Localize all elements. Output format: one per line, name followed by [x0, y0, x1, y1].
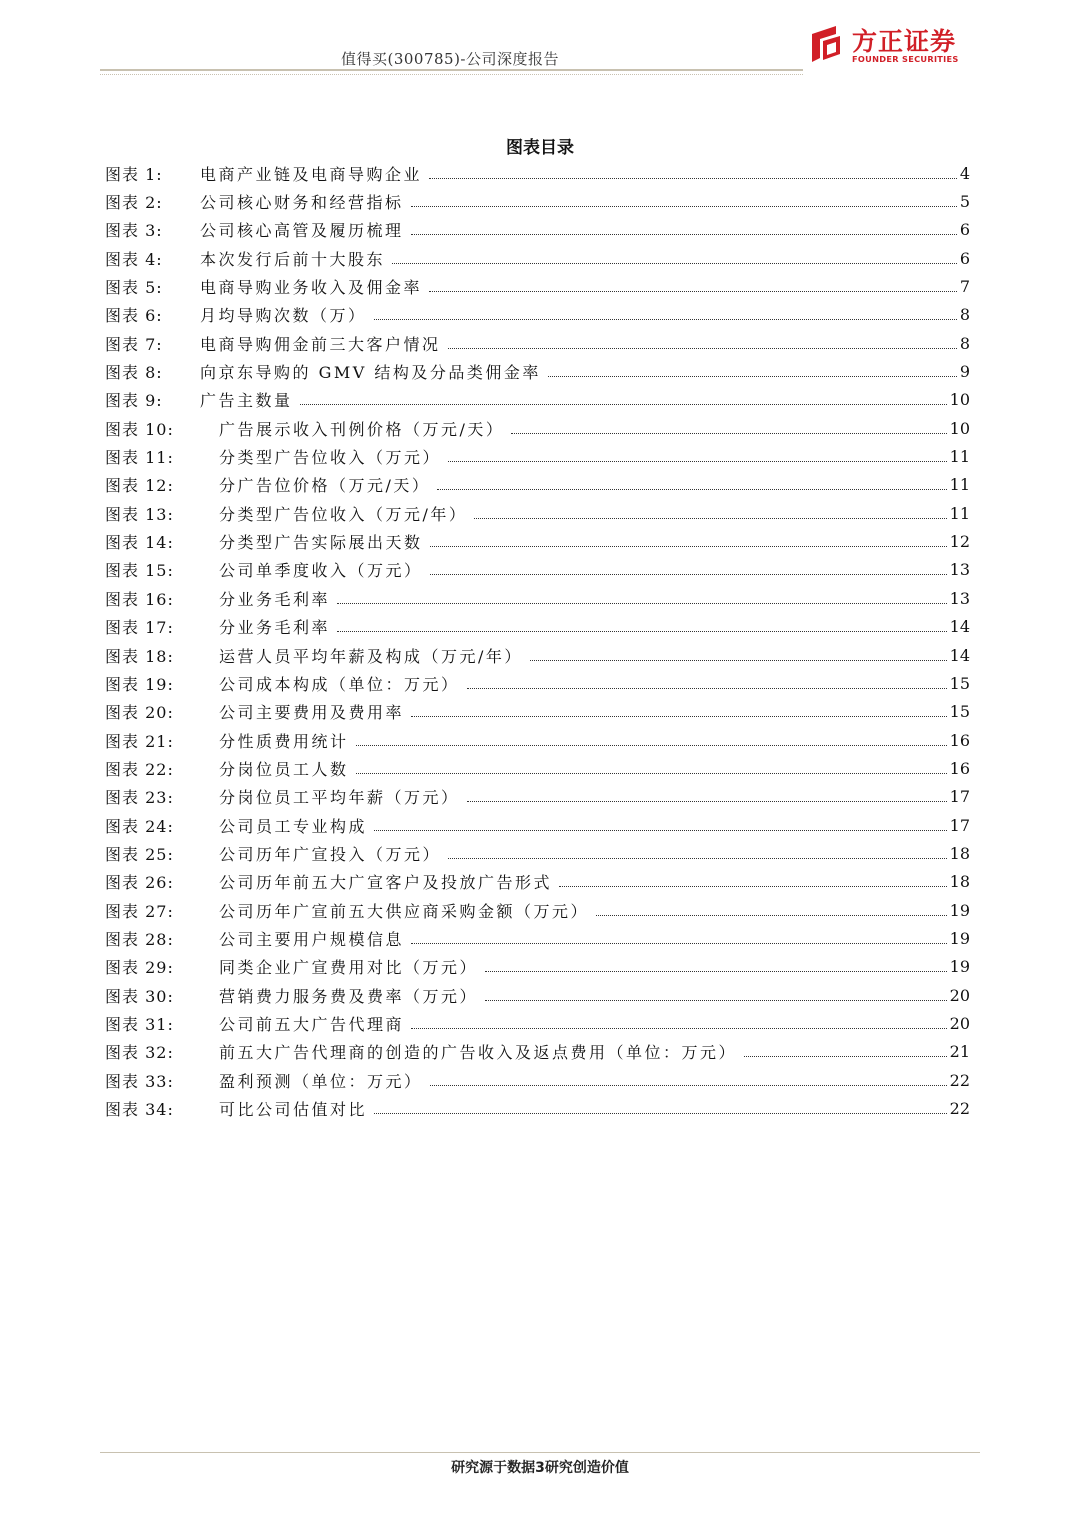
toc-entry[interactable] [105, 1094, 970, 1122]
toc-entry-label: 图表 6: [105, 306, 163, 326]
toc-entry[interactable] [105, 896, 970, 924]
toc-entry-label: 图表 24: [105, 816, 174, 836]
toc-entry-page: 14 [949, 617, 970, 637]
founder-securities-logo [806, 24, 966, 68]
toc-entry-leader [474, 518, 946, 519]
toc-entry-title: 公司核心财务和经营指标 [200, 193, 404, 213]
toc-entry-title: 公司主要费用及费用率 [219, 703, 405, 723]
toc-entry-leader [429, 178, 957, 179]
toc-entry-label: 图表 18: [105, 646, 174, 666]
toc-entry-leader [337, 603, 947, 604]
founder-logo-icon [806, 24, 846, 64]
toc-entry-leader [411, 943, 947, 944]
toc-entry[interactable] [105, 584, 970, 612]
toc-entry-page: 8 [959, 333, 970, 353]
toc-entry-label: 图表 13: [105, 504, 174, 524]
toc-entry[interactable] [105, 414, 970, 442]
toc-entry-page: 16 [949, 758, 970, 778]
toc-entry-leader [511, 433, 946, 434]
header-rule-dotted [100, 74, 803, 75]
toc-entry-leader [356, 773, 947, 774]
toc-entry-title: 分类型广告位收入（万元） [219, 448, 442, 468]
toc-entry[interactable] [105, 272, 970, 300]
toc-entry[interactable] [105, 329, 970, 357]
toc-entry-title: 电商产业链及电商导购企业 [200, 164, 423, 184]
toc-entry-label: 图表 26: [105, 873, 174, 893]
toc-entry-title: 电商导购业务收入及佣金率 [200, 278, 423, 298]
toc-entry-title: 公司成本构成（单位：万元） [219, 674, 460, 694]
toc-title: 图表目录 [506, 138, 574, 158]
toc-entry-label: 图表 12: [105, 476, 174, 496]
toc-entry[interactable] [105, 783, 970, 811]
toc-entry-leader [411, 1028, 947, 1029]
toc-entry-page: 13 [949, 588, 970, 608]
toc-entry-page: 17 [949, 815, 970, 835]
toc-entry-leader [430, 546, 947, 547]
toc-entry-page: 20 [949, 985, 970, 1005]
toc-entry[interactable] [105, 811, 970, 839]
toc-entry-label: 图表 16: [105, 589, 174, 609]
toc-entry-label: 图表 15: [105, 561, 174, 581]
toc-entry-leader [448, 858, 947, 859]
toc-entry-leader [411, 234, 957, 235]
toc-entry-leader [448, 461, 947, 462]
toc-entry-page: 14 [949, 645, 970, 665]
toc-entry-title: 公司主要用户规模信息 [219, 929, 405, 949]
toc-entry-title: 广告主数量 [200, 391, 293, 411]
toc-entry-leader [411, 206, 957, 207]
toc-entry-page: 20 [949, 1013, 970, 1033]
toc-entry-page: 4 [959, 163, 970, 183]
toc-entry-page: 9 [959, 362, 970, 382]
toc-entry[interactable] [105, 442, 970, 470]
toc-entry-page: 11 [949, 447, 970, 467]
toc-entry[interactable] [105, 386, 970, 414]
toc-entry-label: 图表 22: [105, 759, 174, 779]
toc-entry-label: 图表 23: [105, 788, 174, 808]
toc-entry-leader [374, 319, 957, 320]
toc-entry[interactable] [105, 244, 970, 272]
toc-entry-title: 公司历年广宣投入（万元） [219, 844, 442, 864]
toc-list [105, 159, 970, 1123]
toc-entry[interactable] [105, 924, 970, 952]
toc-entry[interactable] [105, 556, 970, 584]
toc-entry[interactable] [105, 981, 970, 1009]
toc-entry-title: 同类企业广宣费用对比（万元） [219, 958, 479, 978]
toc-entry-page: 18 [949, 843, 970, 863]
toc-entry-label: 图表 25: [105, 844, 174, 864]
toc-entry-page: 10 [949, 390, 970, 410]
toc-entry-page: 6 [959, 220, 970, 240]
toc-entry-title: 分业务毛利率 [219, 618, 331, 638]
toc-entry[interactable] [105, 301, 970, 329]
toc-entry-title: 电商导购佣金前三大客户情况 [200, 334, 441, 354]
toc-entry-label: 图表 28: [105, 929, 174, 949]
toc-entry-leader [467, 688, 947, 689]
toc-entry[interactable] [105, 527, 970, 555]
toc-entry-label: 图表 29: [105, 958, 174, 978]
toc-entry-title: 营销费力服务费及费率（万元） [219, 986, 479, 1006]
toc-entry-label: 图表 31: [105, 1014, 174, 1034]
footer-slogan: 研究源于数据3研究创造价值 [451, 1460, 629, 1476]
toc-entry-label: 图表 11: [105, 448, 174, 468]
toc-entry-title: 向京东导购的 GMV 结构及分品类佣金率 [200, 363, 541, 383]
toc-entry[interactable] [105, 216, 970, 244]
toc-entry-leader [530, 660, 947, 661]
toc-entry-leader [337, 631, 947, 632]
toc-entry-page: 22 [949, 1099, 970, 1119]
logo-text-cn: 方正证券 [852, 27, 957, 56]
toc-entry[interactable] [105, 868, 970, 896]
toc-entry-page: 19 [949, 928, 970, 948]
toc-entry-title: 公司核心高管及履历梳理 [200, 221, 404, 241]
toc-entry-leader [300, 404, 947, 405]
toc-entry[interactable] [105, 187, 970, 215]
toc-entry-label: 图表 5: [105, 278, 163, 298]
toc-entry-title: 分业务毛利率 [219, 589, 331, 609]
toc-entry-page: 15 [949, 673, 970, 693]
toc-entry-title: 公司前五大广告代理商 [219, 1014, 405, 1034]
toc-entry[interactable] [105, 499, 970, 527]
toc-entry-leader [485, 1000, 947, 1001]
toc-entry[interactable] [105, 641, 970, 669]
toc-entry-leader [437, 489, 946, 490]
toc-entry-title: 月均导购次数（万） [200, 306, 367, 326]
toc-entry-leader [448, 348, 957, 349]
toc-entry-title: 分类型广告位收入（万元/年） [219, 504, 468, 524]
toc-entry-label: 图表 19: [105, 674, 174, 694]
toc-entry-page: 8 [959, 305, 970, 325]
toc-entry[interactable] [105, 1009, 970, 1037]
toc-entry-title: 分类型广告实际展出天数 [219, 533, 423, 553]
toc-entry[interactable] [105, 953, 970, 981]
toc-entry-page: 11 [949, 475, 970, 495]
toc-entry-label: 图表 33: [105, 1071, 174, 1091]
toc-entry-page: 19 [949, 957, 970, 977]
toc-entry-page: 21 [949, 1042, 970, 1062]
toc-entry-title: 公司单季度收入（万元） [219, 561, 423, 581]
toc-entry-page: 18 [949, 872, 970, 892]
toc-entry-label: 图表 3: [105, 221, 163, 241]
toc-entry-label: 图表 14: [105, 533, 174, 553]
toc-entry-page: 6 [959, 248, 970, 268]
toc-entry-label: 图表 30: [105, 986, 174, 1006]
toc-entry-title: 可比公司估值对比 [219, 1100, 368, 1120]
toc-entry-label: 图表 34: [105, 1100, 174, 1120]
header-rule [100, 69, 803, 71]
toc-entry[interactable] [105, 357, 970, 385]
toc-entry-page: 17 [949, 787, 970, 807]
toc-entry[interactable] [105, 613, 970, 641]
toc-entry-leader [559, 886, 947, 887]
toc-entry-title: 分岗位员工平均年薪（万元） [219, 788, 460, 808]
toc-entry-label: 图表 2: [105, 193, 163, 213]
toc-entry[interactable] [105, 471, 970, 499]
toc-entry-title: 前五大广告代理商的创造的广告收入及返点费用（单位：万元） [219, 1043, 738, 1063]
toc-entry-leader [429, 291, 957, 292]
report-header-title: 值得买(300785)-公司深度报告 [340, 50, 560, 68]
toc-entry-title: 公司历年广宣前五大供应商采购金额（万元） [219, 901, 590, 921]
toc-entry-label: 图表 20: [105, 703, 174, 723]
toc-entry-label: 图表 27: [105, 901, 174, 921]
toc-entry-page: 10 [949, 418, 970, 438]
toc-entry[interactable] [105, 726, 970, 754]
toc-entry-leader [596, 915, 947, 916]
toc-entry-label: 图表 17: [105, 618, 174, 638]
toc-entry-label: 图表 7: [105, 334, 163, 354]
toc-entry-label: 图表 8: [105, 363, 163, 383]
toc-entry-page: 7 [959, 277, 970, 297]
toc-entry-page: 16 [949, 730, 970, 750]
toc-entry-leader [392, 263, 957, 264]
toc-entry-page: 13 [949, 560, 970, 580]
toc-entry-label: 图表 10: [105, 419, 174, 439]
toc-entry[interactable] [105, 839, 970, 867]
toc-entry[interactable] [105, 698, 970, 726]
toc-entry[interactable] [105, 159, 970, 187]
toc-entry-title: 运营人员平均年薪及构成（万元/年） [219, 646, 523, 666]
toc-entry-title: 公司员工专业构成 [219, 816, 368, 836]
toc-entry[interactable] [105, 669, 970, 697]
toc-entry-page: 5 [959, 192, 970, 212]
footer-rule [100, 1452, 980, 1453]
toc-entry-page: 15 [949, 702, 970, 722]
toc-entry-label: 图表 32: [105, 1043, 174, 1063]
toc-entry-leader [411, 716, 947, 717]
toc-entry-leader [744, 1056, 947, 1057]
toc-entry-title: 公司历年前五大广宣客户及投放广告形式 [219, 873, 553, 893]
toc-entry[interactable] [105, 754, 970, 782]
toc-entry-leader [430, 574, 947, 575]
logo-text-en: FOUNDER SECURITIES [852, 54, 959, 64]
toc-entry-leader [374, 1113, 947, 1114]
toc-entry-title: 本次发行后前十大股东 [200, 249, 386, 269]
toc-entry-leader [548, 376, 957, 377]
toc-entry-label: 图表 1: [105, 164, 163, 184]
toc-entry-page: 22 [949, 1070, 970, 1090]
toc-entry-title: 分性质费用统计 [219, 731, 349, 751]
toc-entry[interactable] [105, 1038, 970, 1066]
toc-entry-page: 19 [949, 900, 970, 920]
toc-entry-page: 12 [949, 532, 970, 552]
toc-entry-label: 图表 9: [105, 391, 163, 411]
toc-entry-page: 11 [949, 503, 970, 523]
toc-entry-leader [374, 830, 947, 831]
toc-entry-leader [430, 1085, 947, 1086]
toc-entry-title: 分岗位员工人数 [219, 759, 349, 779]
toc-entry-leader [485, 971, 947, 972]
toc-entry-leader [467, 801, 947, 802]
toc-entry-title: 广告展示收入刊例价格（万元/天） [219, 419, 505, 439]
toc-entry-leader [356, 745, 947, 746]
toc-entry-title: 盈利预测（单位：万元） [219, 1071, 423, 1091]
toc-entry-label: 图表 21: [105, 731, 174, 751]
toc-entry-label: 图表 4: [105, 249, 163, 269]
toc-entry-title: 分广告位价格（万元/天） [219, 476, 431, 496]
toc-entry[interactable] [105, 1066, 970, 1094]
